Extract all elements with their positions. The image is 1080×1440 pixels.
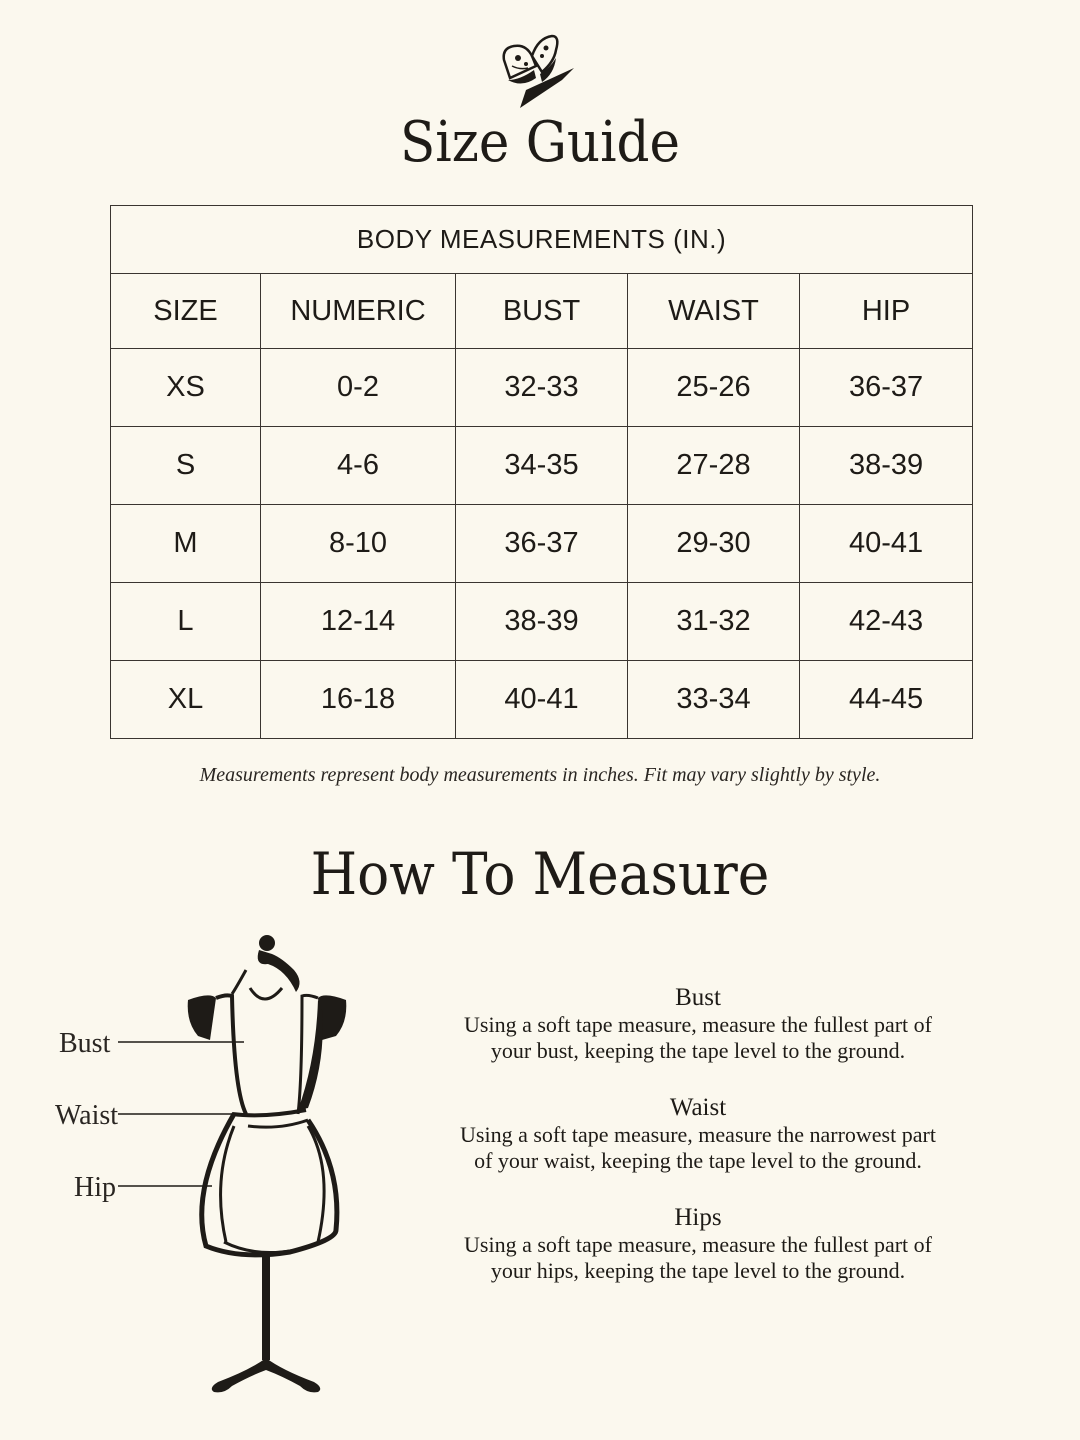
cell-numeric: 16-18 xyxy=(261,661,456,739)
cell-hip: 42-43 xyxy=(800,583,973,661)
cell-numeric: 12-14 xyxy=(261,583,456,661)
waist-instruction xyxy=(420,1094,976,1174)
cell-waist: 33-34 xyxy=(628,661,800,739)
column-header-hip: HIP xyxy=(800,274,973,349)
cell-numeric: 4-6 xyxy=(261,427,456,505)
instruction-text-line: your hips, keeping the tape level to the ground. xyxy=(490,1258,906,1283)
page-title: Size Guide xyxy=(399,110,681,175)
table-row xyxy=(111,583,973,661)
cell-bust: 40-41 xyxy=(456,661,628,739)
cell-waist: 29-30 xyxy=(628,505,800,583)
cell-size: S xyxy=(111,427,261,505)
column-header-size: SIZE xyxy=(111,274,261,349)
section-title: How To Measure xyxy=(310,840,770,908)
cell-bust: 38-39 xyxy=(456,583,628,661)
instruction-text-line: Using a soft tape measure, measure the narrowest part xyxy=(460,1122,936,1147)
instruction-heading: Waist xyxy=(669,1094,727,1121)
cell-bust: 32-33 xyxy=(456,349,628,427)
cell-bust: 36-37 xyxy=(456,505,628,583)
cell-bust: 34-35 xyxy=(456,427,628,505)
table-caption-row xyxy=(111,206,973,274)
cell-size: L xyxy=(111,583,261,661)
cell-size: XL xyxy=(111,661,261,739)
table-caption: BODY MEASUREMENTS (IN.) xyxy=(111,206,973,274)
table-row xyxy=(111,349,973,427)
cell-numeric: 8-10 xyxy=(261,505,456,583)
cell-waist: 27-28 xyxy=(628,427,800,505)
dress-form-icon xyxy=(50,930,360,1410)
column-header-numeric: NUMERIC xyxy=(261,274,456,349)
cell-waist: 31-32 xyxy=(628,583,800,661)
cell-hip: 40-41 xyxy=(800,505,973,583)
waist-label: Waist xyxy=(55,1100,119,1131)
butterfly-icon xyxy=(496,30,582,112)
size-table xyxy=(110,205,973,739)
hips-instruction xyxy=(420,1204,976,1284)
cell-size: M xyxy=(111,505,261,583)
column-header-bust: BUST xyxy=(456,274,628,349)
table-row xyxy=(111,661,973,739)
column-header-waist: WAIST xyxy=(628,274,800,349)
table-row xyxy=(111,427,973,505)
instruction-heading: Hips xyxy=(674,1204,722,1231)
cell-hip: 36-37 xyxy=(800,349,973,427)
cell-numeric: 0-2 xyxy=(261,349,456,427)
table-header-row xyxy=(111,274,973,349)
cell-size: XS xyxy=(111,349,261,427)
instruction-text-line: Using a soft tape measure, measure the fullest part of xyxy=(464,1012,932,1037)
instruction-text-line: your bust, keeping the tape level to the ground. xyxy=(490,1038,906,1063)
bust-instruction xyxy=(420,984,976,1064)
table-note: Measurements represent body measurements in inches. Fit may vary slightly by style. xyxy=(199,764,881,786)
table-row xyxy=(111,505,973,583)
instruction-heading: Bust xyxy=(675,984,721,1011)
dress-form-figure xyxy=(50,930,360,1410)
cell-hip: 38-39 xyxy=(800,427,973,505)
instruction-text-line: Using a soft tape measure, measure the fullest part of xyxy=(464,1232,932,1257)
instruction-text-line: of your waist, keeping the tape level to the ground. xyxy=(474,1148,922,1173)
cell-hip: 44-45 xyxy=(800,661,973,739)
hip-label: Hip xyxy=(74,1172,116,1203)
cell-waist: 25-26 xyxy=(628,349,800,427)
bust-label: Bust xyxy=(59,1028,111,1059)
